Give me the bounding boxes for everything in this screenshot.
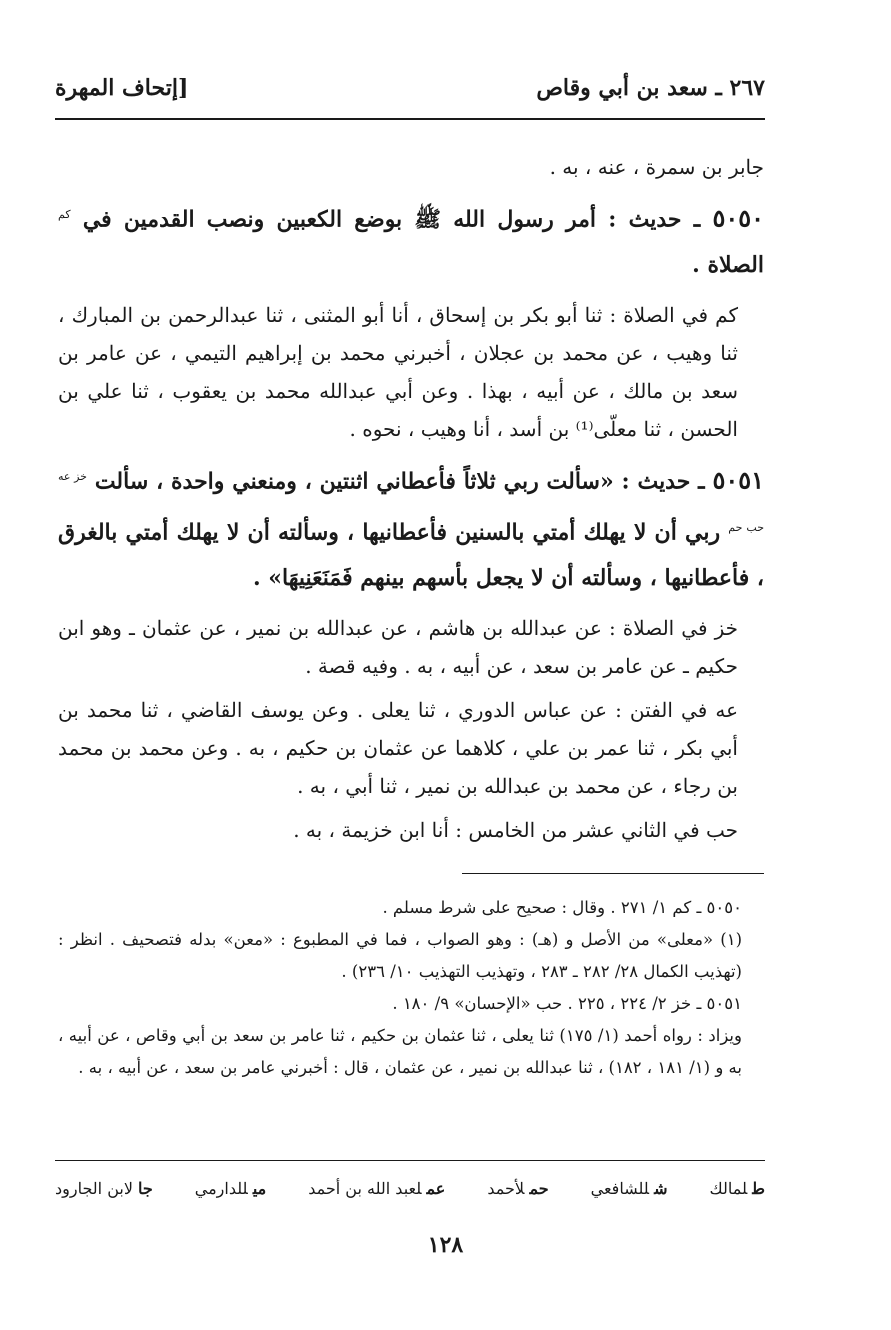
footnote-divider [462,873,764,874]
footnote-5051: ٥٠٥١ ـ خز ٢/ ٢٢٤ ، ٢٢٥ . حب «الإحسان» ٩/ ١٨٠ . [392,994,742,1013]
page-number: ١٢٨ [427,1232,464,1258]
footnotes [58,892,764,1084]
hadith-number: ٥٠٥١ [712,465,764,495]
abbreviations-divider [55,1160,765,1161]
abbrev-item: طلمالك [709,1178,765,1198]
header-book-title: [إتحاف المهرة [55,75,189,101]
footnote-5050: ٥٠٥٠ ـ كم ١/ ٢٧١ . وقال : صحيح على شرط مسلم . [382,898,742,917]
hadith-text: ـ حديث : أمر رسول الله ﷺ بوضع الكعبين ونصب القدمين في [82,206,701,233]
isnad-paragraph-kam: كم في الصلاة : ثنا أبو بكر بن إسحاق ، أنا أبو المثنى ، ثنا عبدالرحمن بن المبارك ، ثنا وهيب ، عن محمد بن عجلان ، أخبرني محمد بن إبراهيم التيمي ، عن عامر بن سعد بن مالك ، عن أبيه ، بهذا . وعن أبي عبدالله محمد بن يعقوب ، ثنا علي بن الحسن ، ثنا معلّى⁽¹⁾ بن أسد ، أنا وهيب ، نحوه . [58,303,738,442]
abbrev-item: ميللدارمي [194,1178,267,1198]
header-chapter-title: ٢٦٧ ـ سعد بن أبي وقاص [536,75,765,101]
intro-line: جابر بن سمرة ، عنه ، به . [549,155,764,179]
hadith-text: ـ حديث : «سألت ربي ثلاثاً فأعطاني اثنتين ، ومنعني واحدة ، سألت [94,468,705,495]
running-header [55,68,765,108]
hadith-5050 [58,192,764,288]
abbrev-item: حملأحمد [487,1178,549,1198]
isnad-paragraph-khz: خز في الصلاة : عن عبدالله بن هاشم ، عن عبدالله بن نمير ، عن عثمان ـ وهو ابن حكيم ـ عن عامر بن سعد ، عن أبيه ، به . وفيه قصة . [58,615,738,678]
footnote-addition: ويزاد : رواه أحمد (١/ ١٧٥) ثنا يعلى ، ثنا عثمان بن حكيم ، ثنا عامر بن سعد بن أبي وقاص ، عن أبيه ، به و (١/ ١٨١ ، ١٨٢) ، ثنا عبدالله بن نمير ، عن عثمان ، قال : أخبرني عامر بن سعد ، عن أبيه ، به . [58,1026,742,1077]
hadith-number: ٥٠٥٠ [712,203,764,233]
hadith-5051 [58,454,764,601]
header-divider [55,118,765,120]
source-marks: خز عه حب حم [58,470,764,534]
abbrev-item: شللشافعي [590,1178,668,1198]
footnote-1: (١) «معلى» من الأصل و (هـ) : وهو الصواب ، فما في المطبوع : «معن» بدله فتصحيف . انظر : (تهذيب الكمال ٢٨/ ٢٨٢ ـ ٢٨٣ ، وتهذيب التهذيب ١٠/ ٢٣٦) . [58,930,742,981]
hadith-text-cont: ربي أن لا يهلك أمتي بالسنين فأعطانيها ، وسألته أن لا يهلك أمتي بالغرق ، فأعطانيها ، وسألته أن لا يجعل بأسهم بينهم فَمَنَعَنِيهَا» . [58,518,764,591]
abbreviations-legend [55,1170,765,1206]
main-text [58,148,764,855]
abbrev-item: عملعبد الله بن أحمد [308,1178,446,1198]
isnad-paragraph-ah: عه في الفتن : عن عباس الدوري ، ثنا يعلى . وعن يوسف القاضي ، ثنا محمد بن أبي بكر ، ثنا عمر بن علي ، كلاهما عن عثمان بن حكيم ، به . وعن محمد بن محمد بن رجاء ، عن محمد بن عبدالله بن نمير ، ثنا أبي ، به . [58,697,738,798]
abbrev-item: جالابن الجارود [55,1178,153,1198]
hadith-text-end: الصلاة . [692,252,764,279]
source-marks: كم [58,208,71,221]
isnad-paragraph-hb: حب في الثاني عشر من الخامس : أنا ابن خزيمة ، به . [293,817,738,842]
